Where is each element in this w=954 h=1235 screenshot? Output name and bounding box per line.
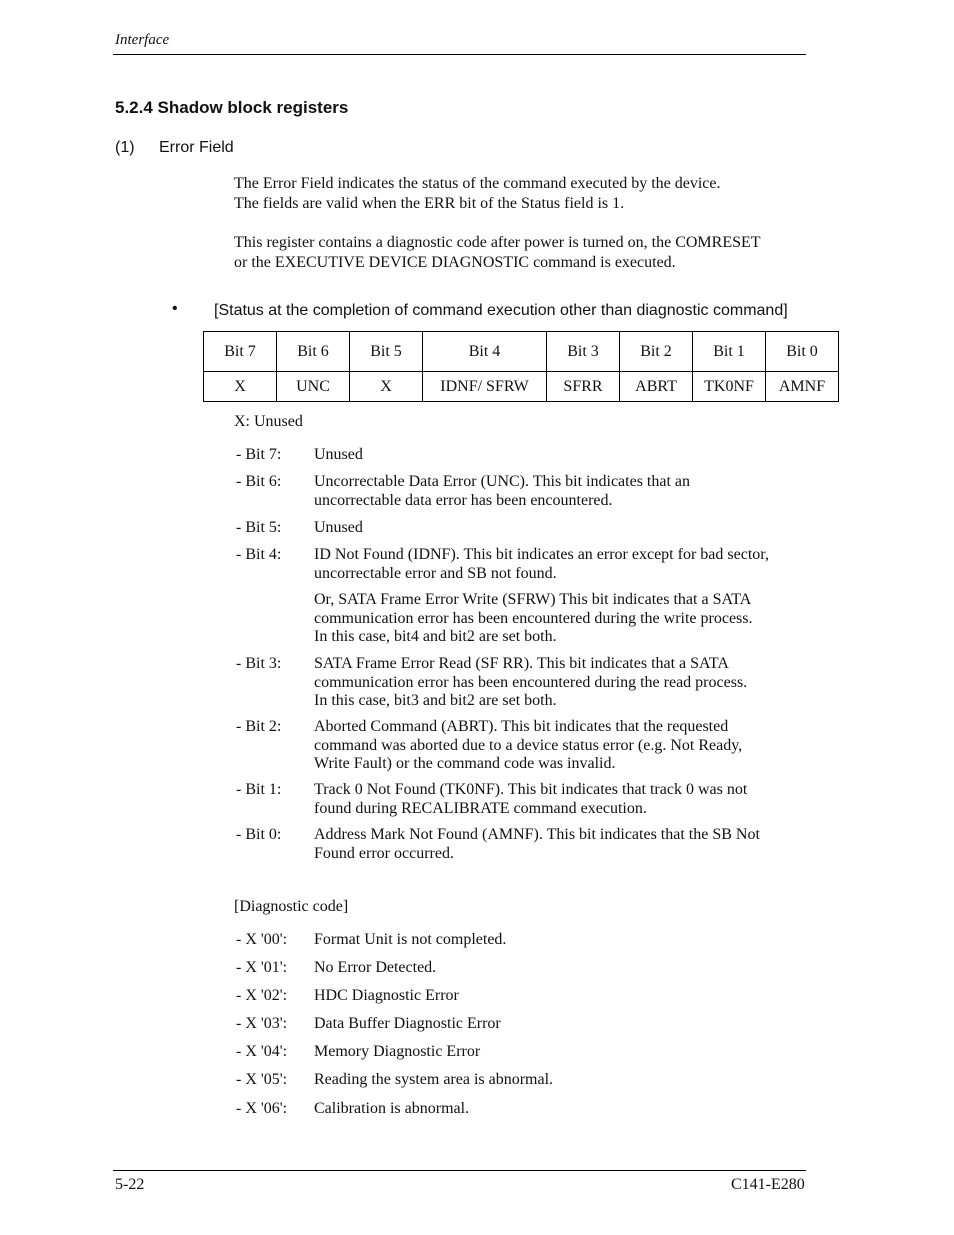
table-cell: X (204, 372, 277, 402)
description-line: uncorrectable error and SB not found. (314, 564, 557, 582)
diagnostic-code-text: Memory Diagnostic Error (314, 1043, 481, 1060)
description-line: ID Not Found (IDNF). This bit indicates an error except for bad sector, (314, 546, 769, 563)
table-cell: TK0NF (693, 372, 766, 402)
table-cell: UNC (277, 372, 350, 402)
diagnostic-code-label: - X '01': (236, 959, 288, 976)
description-line: In this case, bit4 and bit2 are set both. (314, 628, 557, 645)
document-code: C141-E280 (731, 1176, 805, 1193)
intro-line: or the EXECUTIVE DEVICE DIAGNOSTIC command is executed. (234, 253, 676, 271)
table-header-cell: Bit 0 (766, 332, 839, 372)
diagnostic-code-text: No Error Detected. (314, 959, 437, 976)
diagnostic-code-label: - X '05': (236, 1071, 288, 1088)
table-row (204, 372, 839, 402)
table-cell: AMNF (766, 372, 839, 402)
description-line: Unused (314, 519, 363, 536)
description-line: Aborted Command (ABRT). This bit indicates that the requested (314, 718, 729, 735)
page-number: 5-22 (115, 1176, 145, 1193)
intro-line: This register contains a diagnostic code after power is turned on, the COMRESET (234, 234, 761, 251)
table-header-row (204, 332, 839, 372)
table-cell: IDNF/ SFRW (423, 372, 547, 402)
description-line: communication error has been encountered during the write process. (314, 609, 753, 627)
bit-label: - Bit 4: (236, 546, 282, 563)
table-header-cell: Bit 2 (620, 332, 693, 372)
intro-paragraph-2 (234, 233, 761, 272)
bit-label: - Bit 2: (236, 718, 282, 735)
table-cell: SFRR (547, 372, 620, 402)
bit-label: - Bit 1: (236, 781, 282, 798)
bit-label: - Bit 7: (236, 446, 282, 463)
table-header-cell: Bit 3 (547, 332, 620, 372)
bullet-dot: • (172, 300, 178, 317)
footer-rule (113, 1170, 806, 1171)
diagnostic-code-label: - X '03': (236, 1015, 288, 1032)
bit-label: - Bit 5: (236, 519, 282, 536)
bit-description (314, 718, 742, 774)
table-cell: ABRT (620, 372, 693, 402)
diagnostic-code-text: Calibration is abnormal. (314, 1100, 470, 1117)
description-line: Unused (314, 446, 363, 463)
description-line: Uncorrectable Data Error (UNC). This bit indicates that an (314, 473, 691, 490)
table-header-cell: Bit 4 (423, 332, 547, 372)
diagnostic-code-text: HDC Diagnostic Error (314, 987, 459, 1004)
bit-description (314, 446, 363, 465)
description-line: found during RECALIBRATE command execution. (314, 799, 647, 817)
bit-description (314, 519, 363, 538)
description-line: Found error occurred. (314, 844, 454, 862)
diagnostic-code-label: - X '02': (236, 987, 288, 1004)
diagnostic-code-label: - X '06': (236, 1100, 288, 1117)
description-line: Write Fault) or the command code was invalid. (314, 755, 616, 772)
bit-label: - Bit 3: (236, 655, 282, 672)
table-header-cell: Bit 5 (350, 332, 423, 372)
intro-line: The fields are valid when the ERR bit of the Status field is 1. (234, 194, 625, 212)
table-header-cell: Bit 1 (693, 332, 766, 372)
error-field-bit-table (203, 331, 839, 402)
bit-description (314, 655, 747, 711)
description-line: SATA Frame Error Read (SF RR). This bit indicates that a SATA (314, 655, 729, 672)
bullet-text: [Status at the completion of command execution other than diagnostic command] (214, 302, 788, 319)
description-line: command was aborted due to a device status error (e.g. Not Ready, (314, 736, 743, 754)
bit-description (314, 781, 747, 818)
bit-label: - Bit 6: (236, 473, 282, 490)
diagnostic-code-text: Data Buffer Diagnostic Error (314, 1015, 501, 1032)
description-line: communication error has been encountered during the read process. (314, 673, 748, 691)
table-header-cell: Bit 6 (277, 332, 350, 372)
bit-label: - Bit 0: (236, 826, 282, 843)
unused-note: X: Unused (234, 413, 303, 430)
bit-description (314, 826, 760, 863)
diagnostic-heading: [Diagnostic code] (234, 898, 349, 915)
diagnostic-code-label: - X '00': (236, 931, 288, 948)
description-line: Or, SATA Frame Error Write (SFRW) This bit indicates that a SATA (314, 591, 752, 608)
description-line: Track 0 Not Found (TK0NF). This bit indicates that track 0 was not (314, 781, 748, 798)
running-header: Interface (115, 32, 170, 48)
table-header-cell: Bit 7 (204, 332, 277, 372)
subsection-title: Error Field (159, 139, 234, 156)
diagnostic-code-text: Format Unit is not completed. (314, 931, 507, 948)
description-line: uncorrectable data error has been encountered. (314, 491, 613, 509)
section-heading: 5.2.4 Shadow block registers (115, 98, 349, 117)
bit-description (314, 473, 690, 510)
description-line: In this case, bit3 and bit2 are set both. (314, 692, 557, 709)
table-cell: X (350, 372, 423, 402)
bit-description (314, 546, 769, 583)
intro-paragraph-1 (234, 174, 721, 213)
subsection-number: (1) (115, 139, 135, 156)
description-line: Address Mark Not Found (AMNF). This bit indicates that the SB Not (314, 826, 760, 843)
header-rule (113, 54, 806, 55)
diagnostic-code-text: Reading the system area is abnormal. (314, 1071, 554, 1088)
diagnostic-code-label: - X '04': (236, 1043, 288, 1060)
bit-description (314, 591, 753, 647)
intro-line: The Error Field indicates the status of the command executed by the device. (234, 175, 721, 192)
